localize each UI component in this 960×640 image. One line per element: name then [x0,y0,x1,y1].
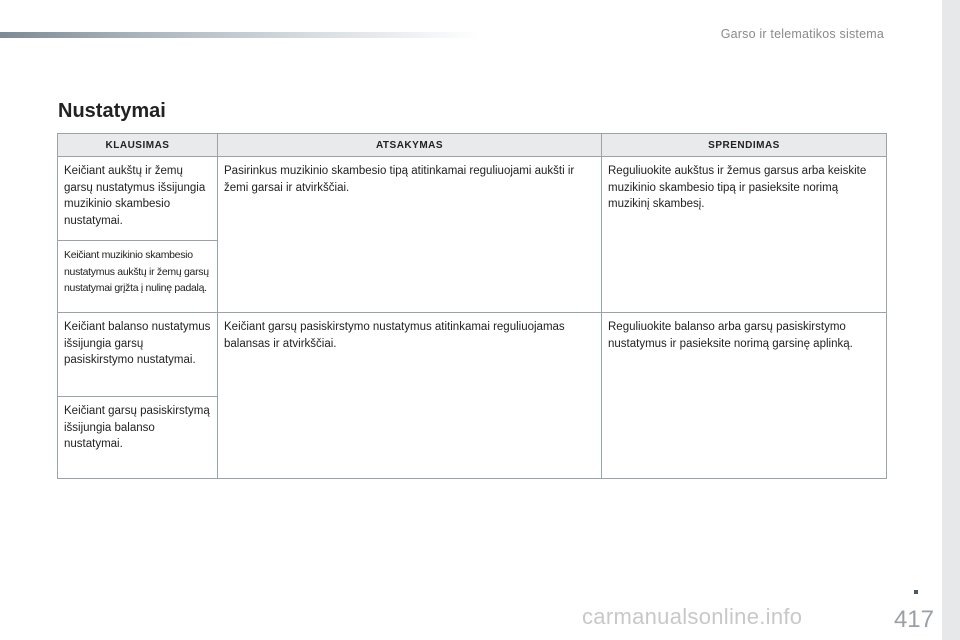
question-cell: Keičiant aukštų ir žemų garsų nustatymus išsijungia muzikinio skambesio nustatymai. [58,157,218,241]
page-marker [914,590,918,594]
answer-cell: Pasirinkus muzikinio skambesio tipą atitinkamai reguliuojami aukšti ir žemi garsai ir atvirkščiai. [218,157,602,313]
section-title: Garso ir telematikos sistema [720,27,884,41]
table-row [58,313,887,397]
header-gradient-bar [0,32,480,38]
watermark: carmanualsonline.info [582,604,803,629]
page-number: 417 [893,606,934,633]
page-title: Nustatymai [58,100,166,122]
page-edge-strip [942,0,960,640]
solution-cell: Reguliuokite balanso arba garsų pasiskirstymo nustatymus ir pasieksite norimą garsinę aplinką. [602,313,887,479]
table-header-row [58,134,887,157]
column-header-question: KLAUSIMAS [58,134,218,157]
column-header-answer: ATSAKYMAS [218,134,602,157]
question-cell: Keičiant muzikinio skambesio nustatymus aukštų ir žemų garsų nustatymai grįžta į nulinę padalą. [58,241,218,313]
faq-table [57,133,887,479]
question-cell: Keičiant balanso nustatymus išsijungia garsų pasiskirstymo nustatymai. [58,313,218,397]
column-header-solution: SPRENDIMAS [602,134,887,157]
answer-cell: Keičiant garsų pasiskirstymo nustatymus atitinkamai reguliuojamas balansas ir atvirkščiai. [218,313,602,479]
solution-cell: Reguliuokite aukštus ir žemus garsus arba keiskite muzikinio skambesio tipą ir pasieksite norimą muzikinį skambesį. [602,157,887,313]
table-row [58,157,887,241]
question-cell: Keičiant garsų pasiskirstymą išsijungia balanso nustatymai. [58,397,218,479]
